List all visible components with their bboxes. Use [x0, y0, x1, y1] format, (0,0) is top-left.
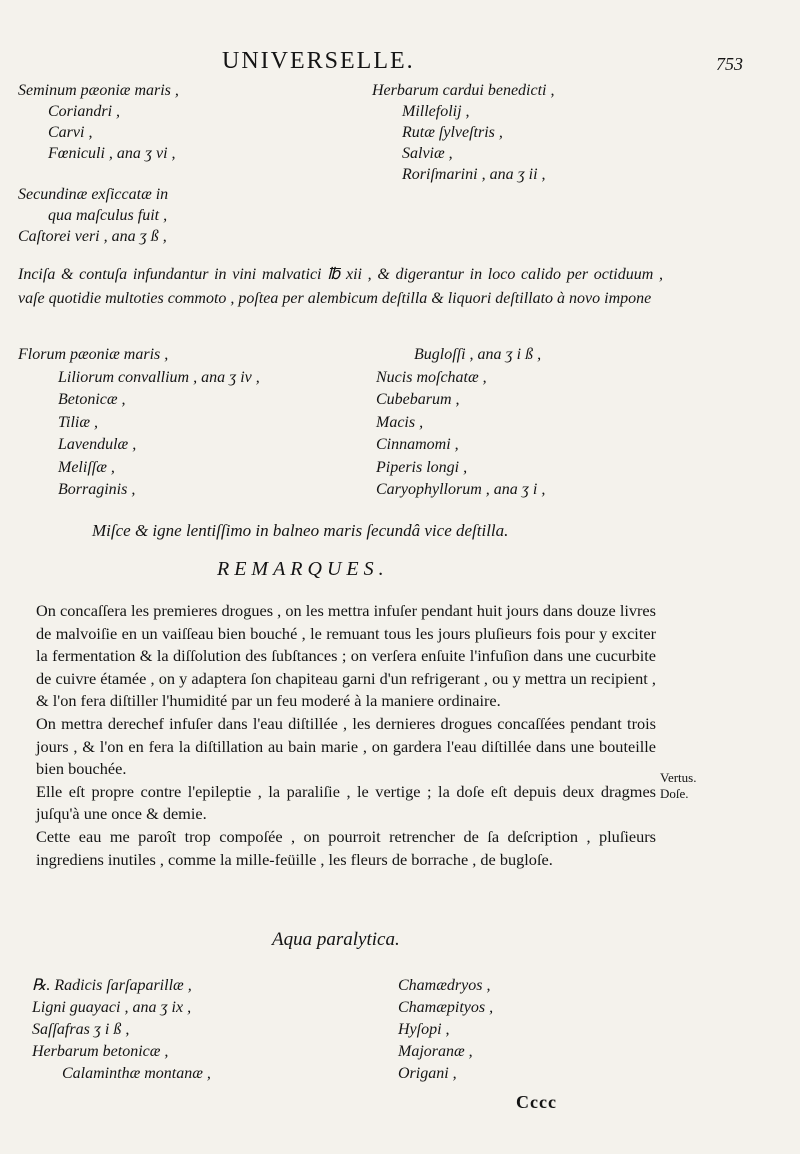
ingredient-line: ℞. Radicis ſarſaparillæ ,: [32, 977, 192, 994]
recipe3-left: [32, 975, 211, 1085]
ingredient-line: Caryophyllorum , ana ʒ i ,: [376, 481, 546, 498]
remarques-body: [36, 600, 656, 871]
running-title: UNIVERSELLE.: [222, 48, 415, 74]
ingredient-line: Hyſopi ,: [398, 1021, 450, 1038]
ingredient-line: Cubebarum ,: [376, 391, 460, 408]
ingredient-line: Majoranæ ,: [398, 1043, 473, 1060]
ingredient-line: Cinnamomi ,: [376, 436, 459, 453]
section-heading: REMARQUES.: [217, 558, 389, 580]
ingredient-line: Ligni guayaci , ana ʒ ix ,: [32, 999, 192, 1016]
ingredient-line: Liliorum convallium , ana ʒ iv ,: [58, 368, 260, 386]
ingredient-line: Fœniculi , ana ʒ vi ,: [48, 145, 176, 162]
recipe2-right: [376, 344, 545, 502]
recipe1-left-bottom: [18, 184, 168, 247]
ingredient-line: Florum pæoniæ maris ,: [18, 346, 169, 363]
paragraph: Elle eſt propre contre l'epileptie , la paraliſie , le vertige ; la doſe eſt depuis deux dragmes juſqu'à une once & demie.: [36, 781, 656, 824]
ingredient-line: Seminum pæoniæ maris ,: [18, 82, 179, 99]
recipe3-title: Aqua paralytica.: [272, 929, 400, 950]
ingredient-line: Chamædryos ,: [398, 977, 491, 994]
recipe1-left-top: [18, 80, 179, 164]
ingredient-line: Saſſafras ʒ i ß ,: [32, 1021, 130, 1038]
ingredient-line: Tiliæ ,: [58, 413, 99, 431]
ingredient-line: Salviæ ,: [402, 145, 453, 162]
ingredient-line: Meliſſæ ,: [58, 458, 115, 476]
signature-mark: Cccc: [516, 1092, 557, 1112]
ingredient-line: Nucis moſchatæ ,: [376, 368, 487, 386]
ingredient-line: Chamæpityos ,: [398, 999, 494, 1016]
ingredient-line: Origani ,: [398, 1065, 457, 1082]
recipe1-instruction: Inciſa & contuſa infundantur in vini malvatici ℔ xii , & digerantur in loco calido per octiduum , vaſe quotidie multoties commoto , poſtea per alembicum deſtilla & liquori deſtillato à novo impone: [18, 266, 663, 307]
ingredient-line: Bugloſſi , ana ʒ i ß ,: [414, 346, 542, 363]
recipe2-left: [18, 344, 260, 502]
ingredient-line: Borraginis ,: [58, 481, 136, 498]
ingredient-line: Piperis longi ,: [376, 458, 468, 476]
ingredient-line: Rutæ ſylveſtris ,: [402, 124, 503, 141]
ingredient-line: Calaminthæ montanæ ,: [62, 1065, 211, 1082]
margin-note: Doſe.: [660, 786, 689, 801]
ingredient-line: Carvi ,: [48, 124, 93, 141]
ingredient-line: Secundinæ exſiccatæ in: [18, 186, 169, 203]
ingredient-line: Betonicæ ,: [58, 391, 126, 408]
paragraph: Cette eau me paroît trop compoſée , on pourroit retrencher de ſa deſcription , pluſieurs ingrediens inutiles , comme la mille-feüille , les fleurs de borrache , de bugloſe.: [36, 826, 656, 869]
ingredient-line: qua maſculus fuit ,: [48, 207, 168, 224]
ingredient-line: Macis ,: [376, 413, 424, 431]
ingredient-line: Caſtorei veri , ana ʒ ß ,: [18, 228, 167, 245]
recipe2-instruction: Miſce & igne lentiſſimo in balneo maris ſecundâ vice deſtilla.: [92, 521, 509, 540]
ingredient-line: Herbarum betonicæ ,: [32, 1043, 169, 1060]
page-header: [0, 48, 800, 78]
recipe1-right-top: [372, 80, 554, 185]
margin-note: Vertus.: [660, 770, 697, 785]
ingredient-line: Roriſmarini , ana ʒ ii ,: [402, 166, 546, 183]
ingredient-line: Coriandri ,: [48, 103, 121, 120]
ingredient-line: Millefolij ,: [402, 103, 470, 120]
margin-notes: [660, 770, 696, 802]
paragraph: On mettra derechef infuſer dans l'eau diſtillée , les dernieres drogues concaſſées pendant trois jours , & l'on en fera la diſtillation au bain marie , on gardera l'eau diſtillée dans une bouteille bien bouchée.: [36, 713, 656, 779]
ingredient-line: Herbarum cardui benedicti ,: [372, 82, 555, 99]
ingredient-line: Lavendulæ ,: [58, 436, 137, 453]
page-number: 753: [716, 54, 743, 74]
recipe3-right: [398, 975, 493, 1085]
paragraph: On concaſſera les premieres drogues , on les mettra infuſer pendant huit jours dans douze livres de malvoiſie en un vaiſſeau bien bouché , le remuant tous les jours pluſieurs fois pour y exciter la fermentation & la diſſolution des ſubſtances ; on verſera enſuite l'infuſion dans une cucurbite de cuivre étamée , on y adaptera ſon chapiteau garni d'un refrigerant , ou y mettra un recipient , & l'on fera diſtiller l'humidité par un feu moderé à la maniere ordinaire.: [36, 601, 656, 711]
